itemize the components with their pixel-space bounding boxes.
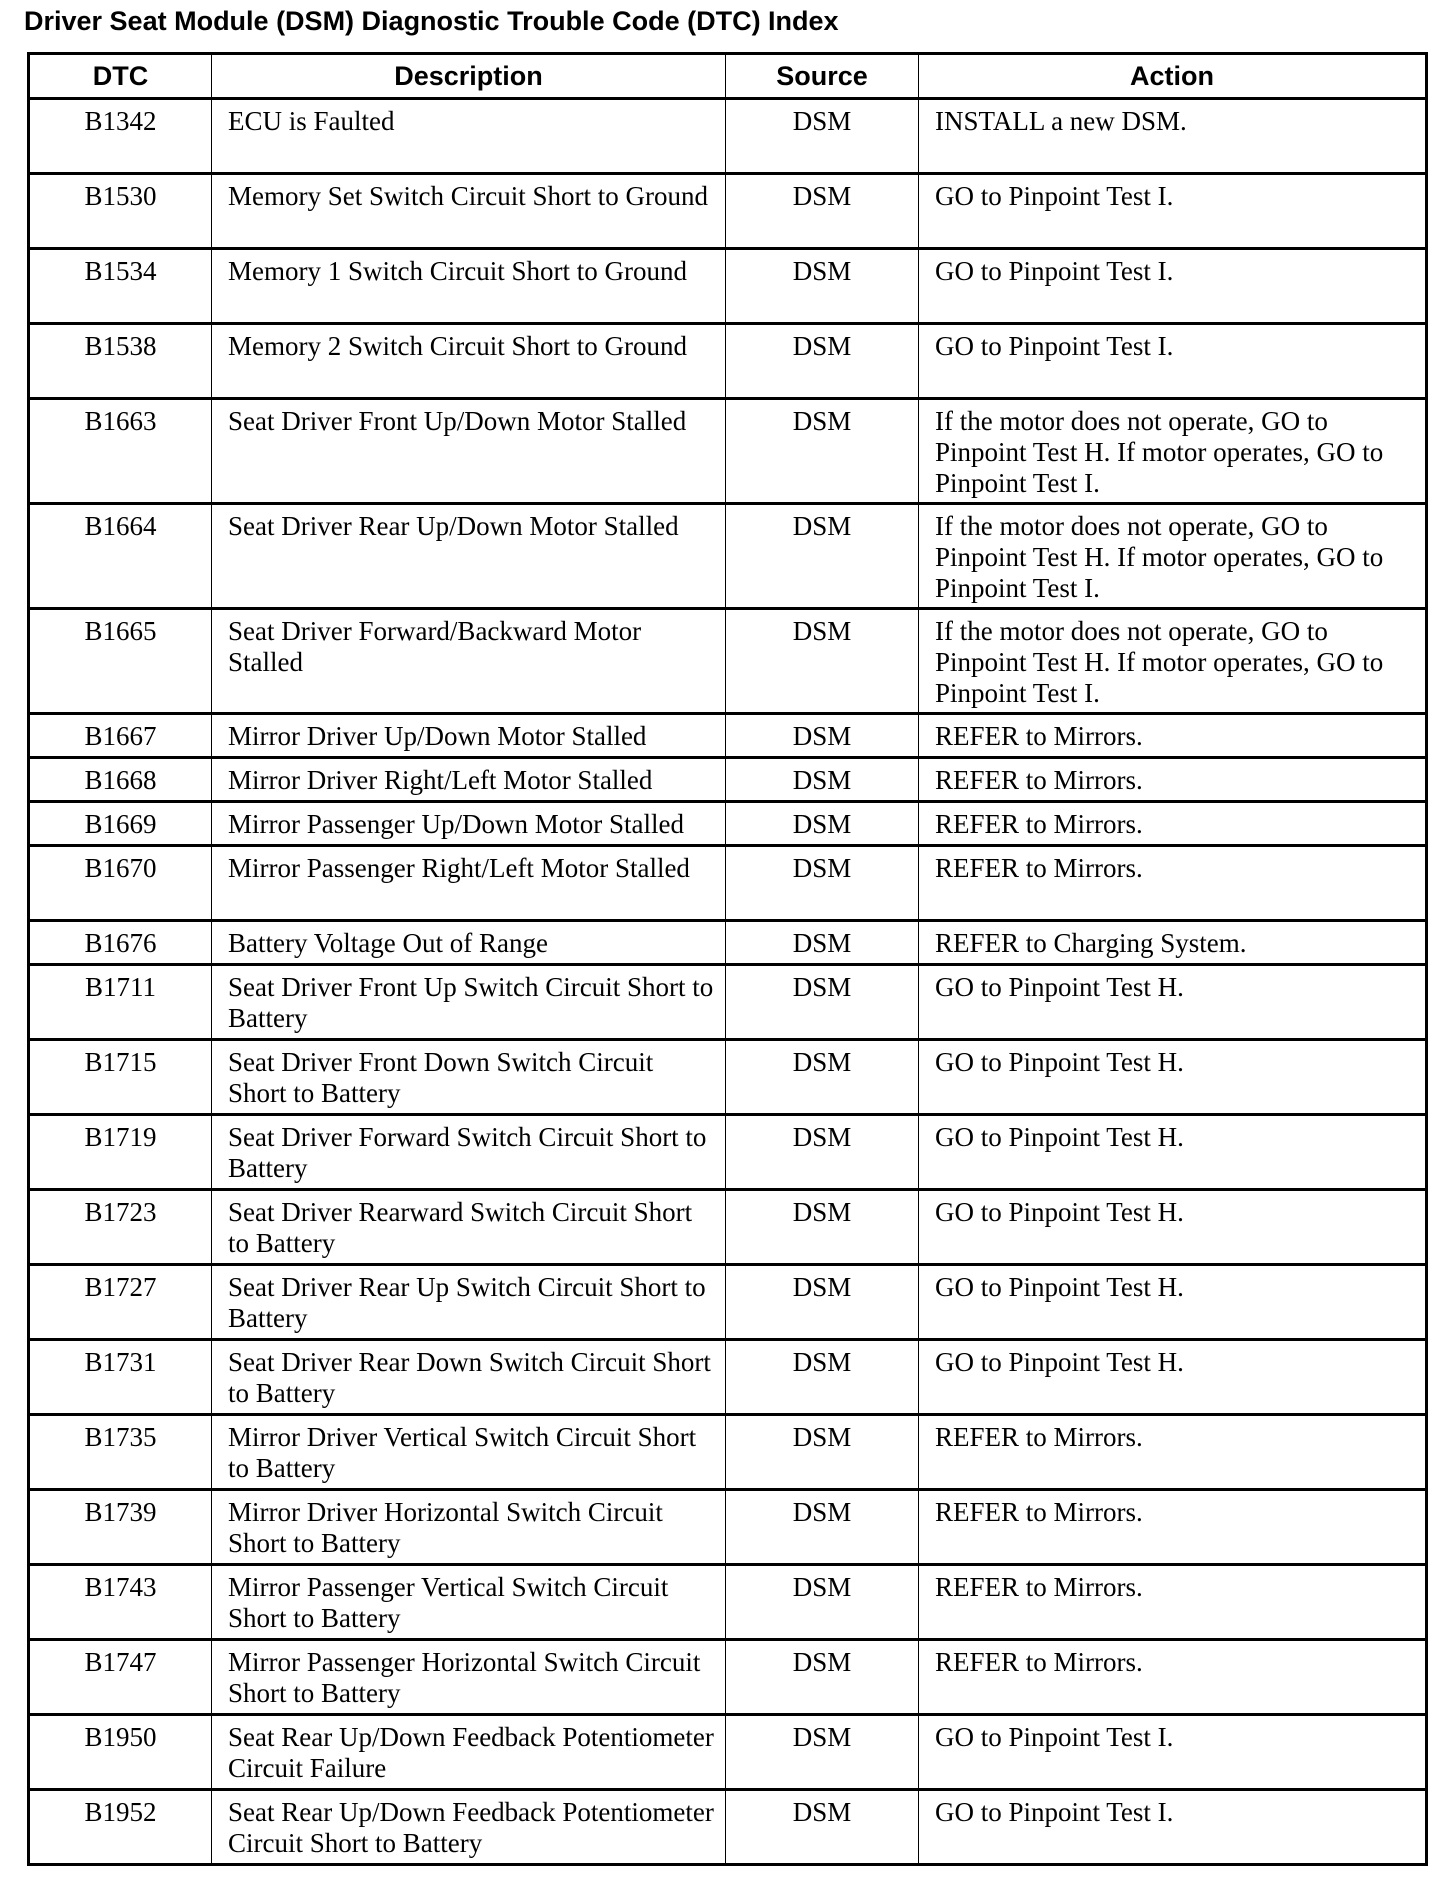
dtc-code: B1663 bbox=[29, 399, 212, 504]
dtc-description: Memory Set Switch Circuit Short to Ground bbox=[212, 174, 726, 249]
dtc-action: REFER to Mirrors. bbox=[919, 802, 1427, 846]
dtc-source: DSM bbox=[726, 1790, 919, 1865]
dtc-code: B1664 bbox=[29, 504, 212, 609]
dtc-action: GO to Pinpoint Test I. bbox=[919, 249, 1427, 324]
dtc-source: DSM bbox=[726, 1415, 919, 1490]
dtc-description: Mirror Driver Right/Left Motor Stalled bbox=[212, 758, 726, 802]
dtc-action: If the motor does not operate, GO to Pinpoint Test H. If motor operates, GO to Pinpoint Test I. bbox=[919, 504, 1427, 609]
dtc-action: REFER to Mirrors. bbox=[919, 1490, 1427, 1565]
dtc-source: DSM bbox=[726, 1265, 919, 1340]
dtc-source: DSM bbox=[726, 802, 919, 846]
table-row bbox=[29, 399, 1427, 504]
dtc-source: DSM bbox=[726, 324, 919, 399]
dtc-action: INSTALL a new DSM. bbox=[919, 99, 1427, 174]
dtc-action: REFER to Mirrors. bbox=[919, 1565, 1427, 1640]
dtc-description: Seat Driver Front Up Switch Circuit Short to Battery bbox=[212, 965, 726, 1040]
dtc-code: B1735 bbox=[29, 1415, 212, 1490]
dtc-source: DSM bbox=[726, 1040, 919, 1115]
dtc-source: DSM bbox=[726, 1190, 919, 1265]
dtc-source: DSM bbox=[726, 758, 919, 802]
table-header-row bbox=[29, 54, 1427, 99]
dtc-code: B1715 bbox=[29, 1040, 212, 1115]
dtc-code: B1950 bbox=[29, 1715, 212, 1790]
table-row bbox=[29, 1190, 1427, 1265]
dtc-description: Seat Driver Front Up/Down Motor Stalled bbox=[212, 399, 726, 504]
dtc-code: B1668 bbox=[29, 758, 212, 802]
dtc-source: DSM bbox=[726, 1115, 919, 1190]
dtc-action: GO to Pinpoint Test I. bbox=[919, 174, 1427, 249]
dtc-description: Seat Driver Rear Up/Down Motor Stalled bbox=[212, 504, 726, 609]
table-row bbox=[29, 1265, 1427, 1340]
table-row bbox=[29, 921, 1427, 965]
dtc-source: DSM bbox=[726, 609, 919, 714]
dtc-action: GO to Pinpoint Test H. bbox=[919, 965, 1427, 1040]
dtc-source: DSM bbox=[726, 1340, 919, 1415]
dtc-description: ECU is Faulted bbox=[212, 99, 726, 174]
dtc-source: DSM bbox=[726, 965, 919, 1040]
dtc-action: REFER to Mirrors. bbox=[919, 846, 1427, 921]
dtc-description: Seat Driver Forward/Backward Motor Stalled bbox=[212, 609, 726, 714]
table-row bbox=[29, 1415, 1427, 1490]
dtc-action: If the motor does not operate, GO to Pinpoint Test H. If motor operates, GO to Pinpoint Test I. bbox=[919, 609, 1427, 714]
dtc-source: DSM bbox=[726, 399, 919, 504]
table-row bbox=[29, 1640, 1427, 1715]
dtc-description: Mirror Passenger Horizontal Switch Circuit Short to Battery bbox=[212, 1640, 726, 1715]
dtc-code: B1530 bbox=[29, 174, 212, 249]
dtc-source: DSM bbox=[726, 714, 919, 758]
column-header-action: Action bbox=[919, 54, 1427, 99]
dtc-code: B1727 bbox=[29, 1265, 212, 1340]
dtc-description: Mirror Driver Horizontal Switch Circuit Short to Battery bbox=[212, 1490, 726, 1565]
table-row bbox=[29, 504, 1427, 609]
dtc-code: B1952 bbox=[29, 1790, 212, 1865]
dtc-action: REFER to Mirrors. bbox=[919, 758, 1427, 802]
dtc-source: DSM bbox=[726, 1715, 919, 1790]
dtc-description: Seat Driver Rearward Switch Circuit Short to Battery bbox=[212, 1190, 726, 1265]
dtc-action: REFER to Mirrors. bbox=[919, 714, 1427, 758]
table-row bbox=[29, 249, 1427, 324]
dtc-source: DSM bbox=[726, 846, 919, 921]
table-row bbox=[29, 758, 1427, 802]
dtc-description: Seat Driver Forward Switch Circuit Short to Battery bbox=[212, 1115, 726, 1190]
dtc-code: B1667 bbox=[29, 714, 212, 758]
page-title: Driver Seat Module (DSM) Diagnostic Trouble Code (DTC) Index bbox=[24, 6, 839, 36]
dtc-code: B1747 bbox=[29, 1640, 212, 1715]
dtc-action: GO to Pinpoint Test H. bbox=[919, 1340, 1427, 1415]
dtc-description: Seat Driver Rear Down Switch Circuit Short to Battery bbox=[212, 1340, 726, 1415]
dtc-description: Seat Rear Up/Down Feedback Potentiometer Circuit Failure bbox=[212, 1715, 726, 1790]
dtc-action: GO to Pinpoint Test I. bbox=[919, 324, 1427, 399]
dtc-index-table bbox=[27, 52, 1428, 1866]
dtc-source: DSM bbox=[726, 1565, 919, 1640]
table-row bbox=[29, 1490, 1427, 1565]
dtc-description: Mirror Passenger Right/Left Motor Stalled bbox=[212, 846, 726, 921]
dtc-code: B1534 bbox=[29, 249, 212, 324]
dtc-description: Seat Driver Rear Up Switch Circuit Short to Battery bbox=[212, 1265, 726, 1340]
table-row bbox=[29, 846, 1427, 921]
dtc-source: DSM bbox=[726, 249, 919, 324]
dtc-description: Mirror Passenger Vertical Switch Circuit Short to Battery bbox=[212, 1565, 726, 1640]
dtc-code: B1719 bbox=[29, 1115, 212, 1190]
table-row bbox=[29, 802, 1427, 846]
dtc-action: GO to Pinpoint Test H. bbox=[919, 1265, 1427, 1340]
column-header-dtc: DTC bbox=[29, 54, 212, 99]
table-row bbox=[29, 609, 1427, 714]
table-row bbox=[29, 174, 1427, 249]
table-row bbox=[29, 1790, 1427, 1865]
dtc-action: GO to Pinpoint Test H. bbox=[919, 1115, 1427, 1190]
dtc-code: B1342 bbox=[29, 99, 212, 174]
dtc-code: B1669 bbox=[29, 802, 212, 846]
dtc-description: Memory 1 Switch Circuit Short to Ground bbox=[212, 249, 726, 324]
dtc-source: DSM bbox=[726, 99, 919, 174]
table-row bbox=[29, 1115, 1427, 1190]
dtc-source: DSM bbox=[726, 174, 919, 249]
table-row bbox=[29, 1715, 1427, 1790]
dtc-code: B1670 bbox=[29, 846, 212, 921]
dtc-code: B1538 bbox=[29, 324, 212, 399]
dtc-source: DSM bbox=[726, 921, 919, 965]
dtc-description: Mirror Driver Vertical Switch Circuit Short to Battery bbox=[212, 1415, 726, 1490]
column-header-source: Source bbox=[726, 54, 919, 99]
dtc-source: DSM bbox=[726, 504, 919, 609]
dtc-description: Battery Voltage Out of Range bbox=[212, 921, 726, 965]
dtc-description: Mirror Driver Up/Down Motor Stalled bbox=[212, 714, 726, 758]
dtc-action: REFER to Charging System. bbox=[919, 921, 1427, 965]
dtc-description: Seat Rear Up/Down Feedback Potentiometer Circuit Short to Battery bbox=[212, 1790, 726, 1865]
dtc-action: GO to Pinpoint Test I. bbox=[919, 1790, 1427, 1865]
dtc-code: B1676 bbox=[29, 921, 212, 965]
dtc-action: REFER to Mirrors. bbox=[919, 1415, 1427, 1490]
table-row bbox=[29, 1565, 1427, 1640]
dtc-source: DSM bbox=[726, 1640, 919, 1715]
dtc-code: B1739 bbox=[29, 1490, 212, 1565]
table-row bbox=[29, 1040, 1427, 1115]
dtc-code: B1731 bbox=[29, 1340, 212, 1415]
table-row bbox=[29, 324, 1427, 399]
dtc-source: DSM bbox=[726, 1490, 919, 1565]
column-header-description: Description bbox=[212, 54, 726, 99]
dtc-action: GO to Pinpoint Test H. bbox=[919, 1190, 1427, 1265]
dtc-code: B1743 bbox=[29, 1565, 212, 1640]
dtc-code: B1723 bbox=[29, 1190, 212, 1265]
table-row bbox=[29, 1340, 1427, 1415]
dtc-action: GO to Pinpoint Test H. bbox=[919, 1040, 1427, 1115]
dtc-description: Mirror Passenger Up/Down Motor Stalled bbox=[212, 802, 726, 846]
dtc-action: GO to Pinpoint Test I. bbox=[919, 1715, 1427, 1790]
dtc-code: B1711 bbox=[29, 965, 212, 1040]
dtc-description: Memory 2 Switch Circuit Short to Ground bbox=[212, 324, 726, 399]
dtc-code: B1665 bbox=[29, 609, 212, 714]
dtc-description: Seat Driver Front Down Switch Circuit Short to Battery bbox=[212, 1040, 726, 1115]
dtc-action: If the motor does not operate, GO to Pinpoint Test H. If motor operates, GO to Pinpoint Test I. bbox=[919, 399, 1427, 504]
table-row bbox=[29, 965, 1427, 1040]
table-row bbox=[29, 714, 1427, 758]
table-row bbox=[29, 99, 1427, 174]
dtc-action: REFER to Mirrors. bbox=[919, 1640, 1427, 1715]
